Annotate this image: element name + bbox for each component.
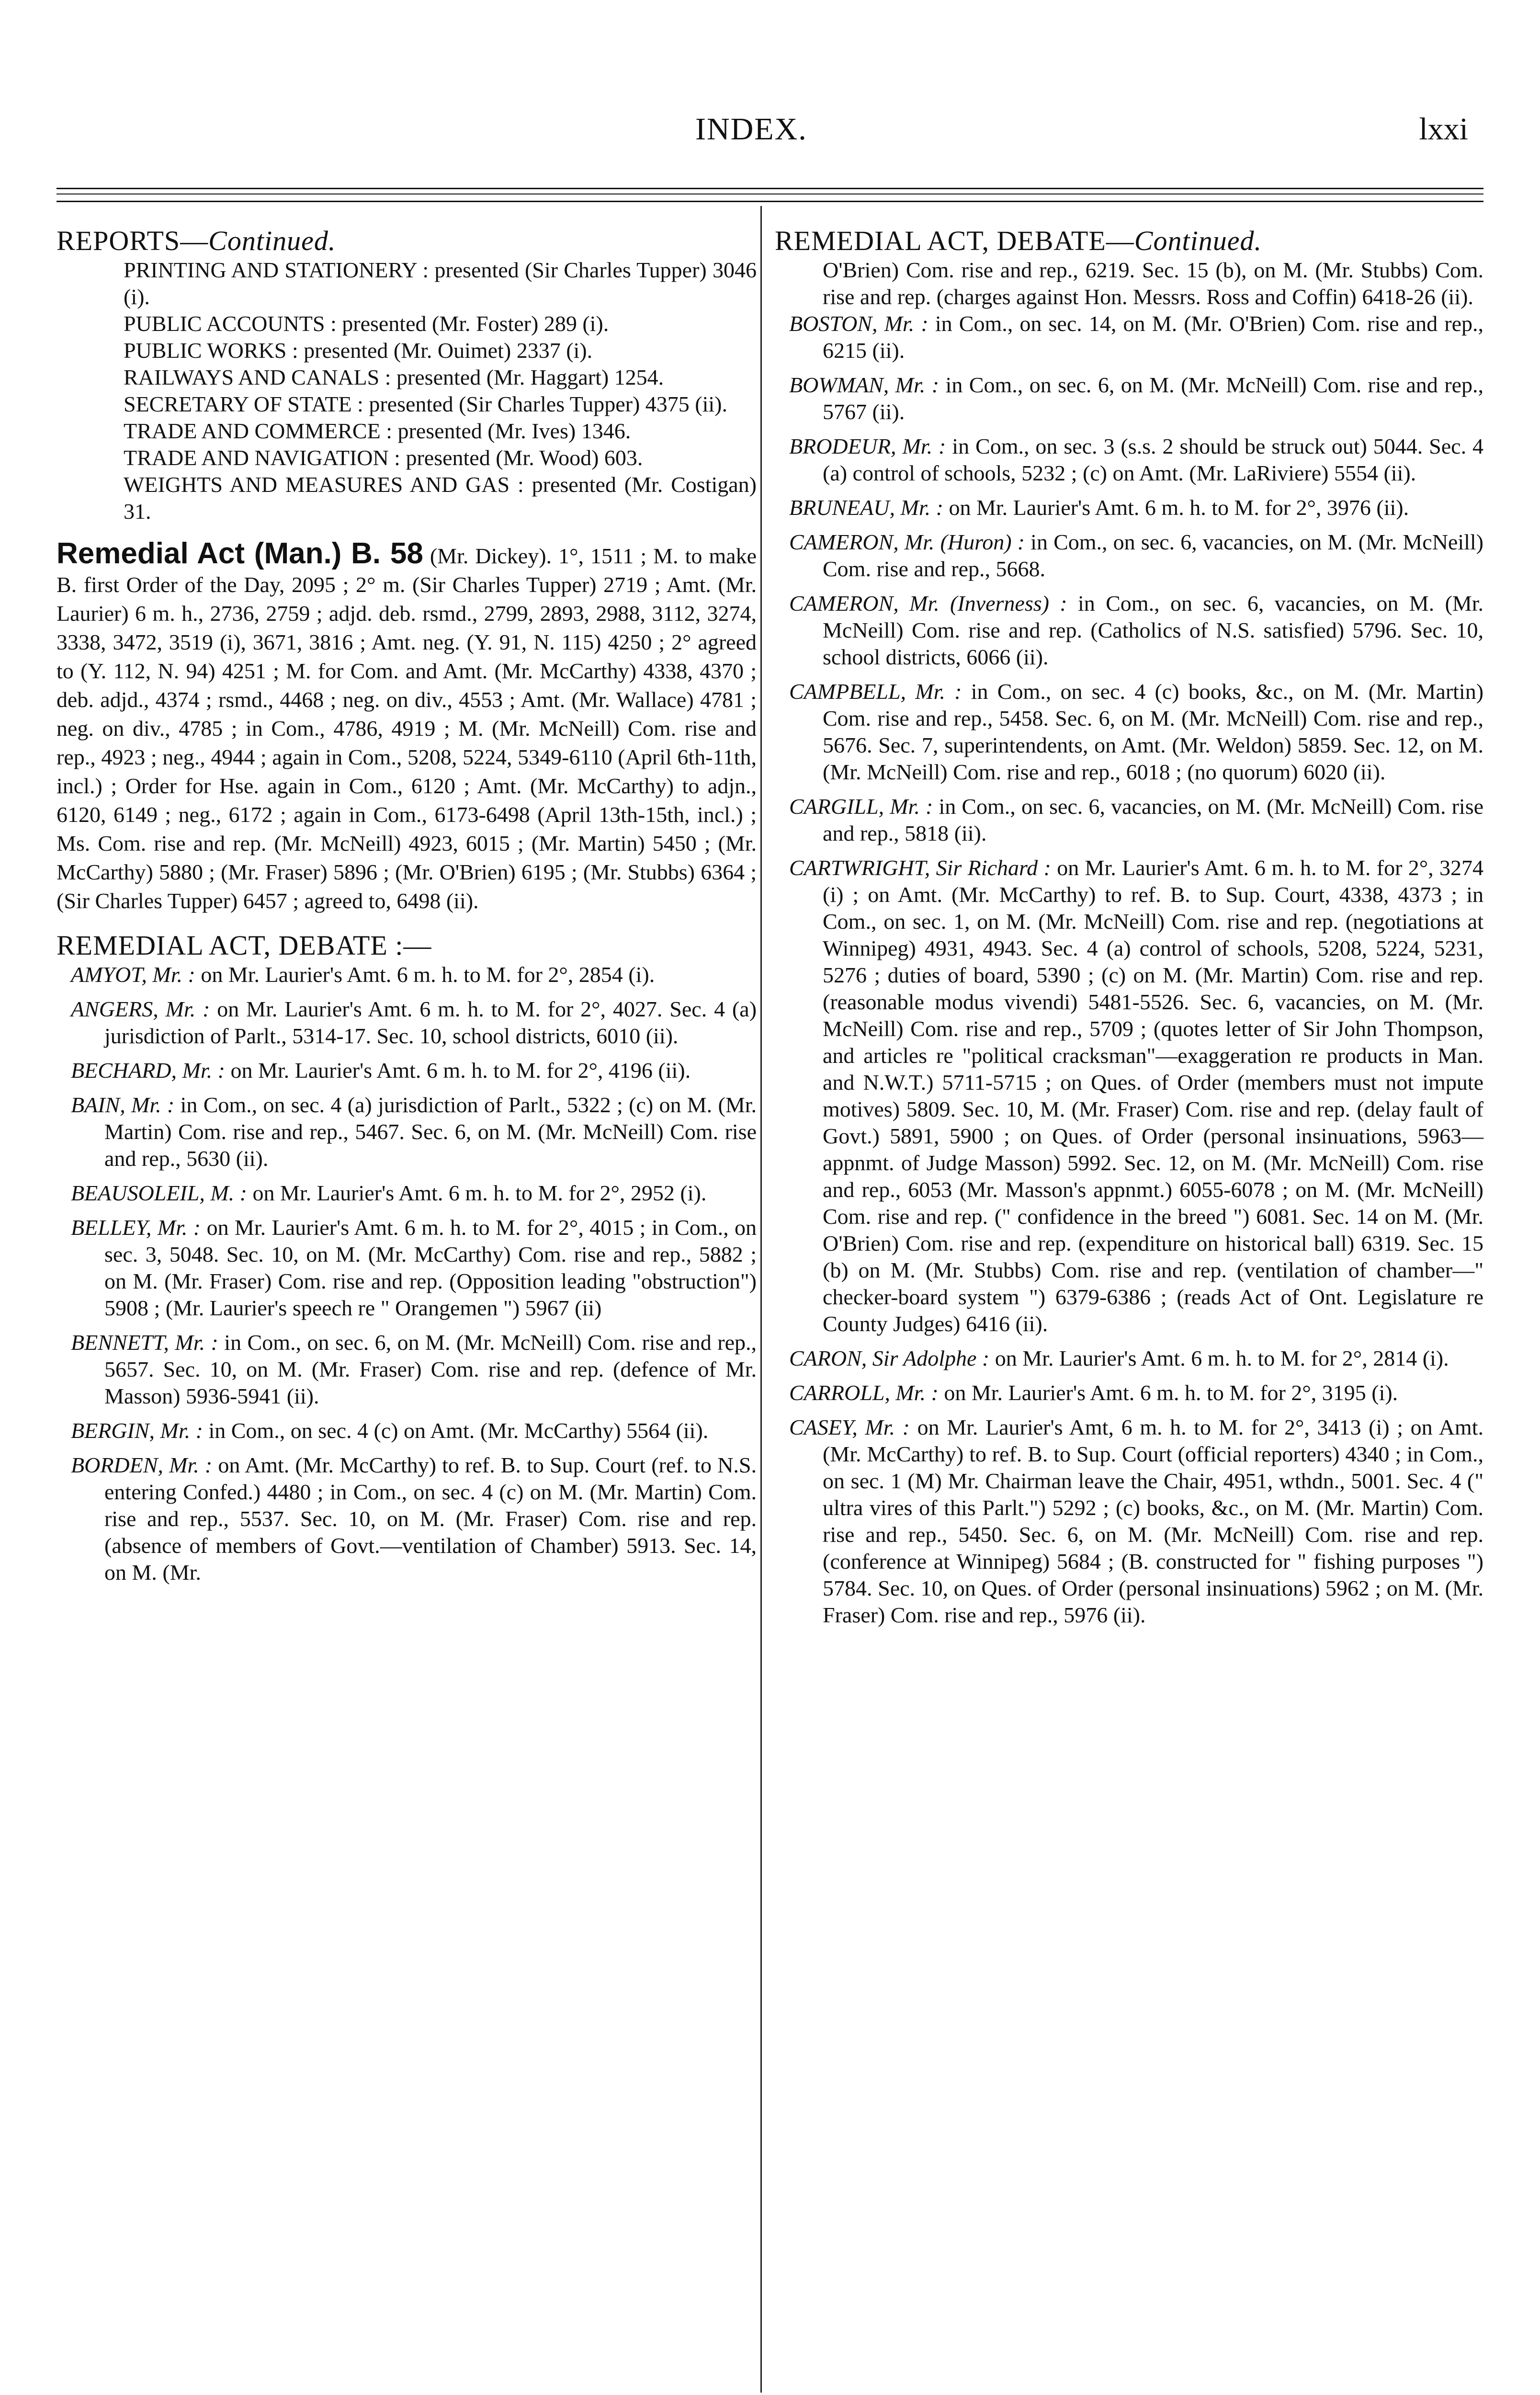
right-column [775,225,1483,1636]
page-number: lxxi [1419,112,1468,147]
debate-speaker: BERGIN, Mr. : [71,1418,203,1443]
debate-text: in Com., on sec. 4 (a) jurisdiction of Parlt., 5322 ; (c) on M. (Mr. Martin) Com. rise and rep., 5467. Sec. 6, on M. (Mr. McNeill) Com. rise and rep., 5630 (ii). [104,1093,757,1171]
debate-text: on Mr. Laurier's Amt. 6 m. h. to M. for 2°, 4196 (ii). [230,1058,691,1083]
debate-text: in Com., on sec. 6, vacancies, on M. (Mr. McNeill) Com. rise and rep. (Catholics of N.S. satisfied) 5796. Sec. 10, school districts, 6066 (ii). [823,591,1483,669]
debate-text: on Mr. Laurier's Amt. 6 m. h. to M. for 2°, 2814 (i). [995,1346,1449,1370]
reports-item: TRADE AND COMMERCE : presented (Mr. Ives) 1346. [124,419,631,443]
debate-speaker: BOSTON, Mr. : [789,311,929,336]
debate-entry [775,678,1483,786]
column-divider [760,206,762,2393]
debate-speaker: CAMERON, Mr. (Inverness) : [789,591,1067,616]
reports-item: SECRETARY OF STATE : presented (Sir Charles Tupper) 4375 (ii). [124,392,728,416]
page-title: INDEX. [695,112,807,147]
debate-speaker: CARGILL, Mr. : [789,794,933,819]
debate-text: in Com., on sec. 4 (c) books, &c., on M. (Mr. Martin) Com. rise and rep., 5458. Sec. 6, on M. (Mr. McNeill) Com. rise and rep., 5676. Sec. 7, superintendents, on Amt. (Mr. Weldon) 5859. Sec. 12, on M. (Mr. McNeill) Com. rise and rep., 6018 ; (no quorum) 6020 (ii). [823,679,1484,784]
debate-speaker: ANGERS, Mr. : [71,997,210,1021]
debate-heading: REMEDIAL ACT, DEBATE :— [57,930,432,961]
debate-speaker: BOWMAN, Mr. : [789,373,940,397]
debate-text: on Mr. Laurier's Amt. 6 m. h. to M. for 2°, 3976 (ii). [949,495,1409,520]
debate-speaker: AMYOT, Mr. : [71,962,195,987]
reports-item: RAILWAYS AND CANALS : presented (Mr. Haggart) 1254. [124,365,664,389]
reports-item: PUBLIC ACCOUNTS : presented (Mr. Foster) 289 (i). [124,311,609,336]
debate-entry [57,961,757,988]
debate-entry [57,1452,757,1586]
debate-entry [775,1414,1483,1629]
continued-text: O'Brien) Com. rise and rep., 6219. Sec. 15 (b), on M. (Mr. Stubbs) Com. rise and rep. (charges against Hon. Messrs. Ross and Coffin) 6418-26 (ii). [823,258,1483,309]
debate-entry [57,1417,757,1444]
header-rule [57,188,1483,202]
debate-speaker: CARTWRIGHT, Sir Richard : [789,855,1051,880]
debate-entry [775,494,1483,521]
debate-entry [775,855,1483,1337]
debate-speaker: BECHARD, Mr. : [71,1058,225,1083]
debate-speaker: BORDEN, Mr. : [71,1453,213,1477]
debate-speaker: BRODEUR, Mr. : [789,434,946,458]
remedial-act-head: Remedial Act (Man.) B. 58 [57,537,423,570]
reports-continued: Continued. [208,225,336,256]
debate-text: in Com., on sec. 6, vacancies, on M. (Mr. McNeill) Com. rise and rep., 5668. [823,530,1484,581]
debate-text: on Mr. Laurier's Amt. 6 m. h. to M. for 2°, 4015 ; in Com., on sec. 3, 5048. Sec. 10, on M. (Mr. McCarthy) Com. rise and rep., 5882 ; on M. (Mr. Fraser) Com. rise and rep. (Opposition leading "obstruction") 5908 ; (Mr. Laurier's speech re " Orangemen ") 5967 (ii) [104,1215,757,1320]
debate-text: on Mr. Laurier's Amt. 6 m. h. to M. for 2°, 3195 (i). [944,1380,1398,1405]
debate-text: on Mr. Laurier's Amt. 6 m. h. to M. for 2°, 4027. Sec. 4 (a) jurisdiction of Parlt., 5314-17. Sec. 10, school districts, 6010 (ii). [104,997,757,1048]
right-heading-continued: Continued. [1134,225,1262,256]
debate-entry [57,1214,757,1322]
remedial-act-body: (Mr. Dickey). 1°, 1511 ; M. to make B. first Order of the Day, 2095 ; 2° m. (Sir Charles Tupper) 2719 ; Amt. (Mr. Laurier) 6 m. h., 2736, 2759 ; adjd. deb. rsmd., 2799, 2893, 2988, 3112, 3274, 3338, 3472, 3519 (i), 3671, 3816 ; Amt. neg. (Y. 91, N. 115) 4250 ; 2° agreed to (Y. 112, N. 94) 4251 ; M. for Com. and Amt. (Mr. McCarthy) 4338, 4370 ; deb. adjd., 4374 ; rsmd., 4468 ; neg. on div., 4553 ; Amt. (Mr. Wallace) 4781 ; neg. on div., 4785 ; in Com., 4786, 4919 ; M. (Mr. McNeill) Com. rise and rep., 4923 ; neg., 4944 ; again in Com., 5208, 5224, 5349-6110 (April 6th-11th, incl.) ; Order for Hse. again in Com., 6120 ; Amt. (Mr. McCarthy) to adjn., 6120, 6149 ; neg., 6172 ; again in Com., 6173-6498 (April 13th-15th, incl.) ; Ms. Com. rise and rep. (Mr. McNeill) 4923, 6015 ; (Mr. Martin) 5450 ; (Mr. McCarthy) 5880 ; (Mr. Fraser) 5896 ; (Mr. O'Brien) 6195 ; (Mr. Stubbs) 6364 ; (Sir Charles Tupper) 6457 ; agreed to, 6498 (ii). [57,544,757,913]
debate-text: on Amt. (Mr. McCarthy) to ref. B. to Sup. Court (ref. to N.S. entering Confed.) 4480 ; in Com., on sec. 4 (c) on M. (Mr. Martin) Com. rise and rep., 5537. Sec. 10, on M. (Mr. Fraser) Com. rise and rep. (absence of members of Govt.—ventilation of Chamber) 5913. Sec. 14, on M. (Mr. [104,1453,757,1585]
reports-heading [57,225,757,257]
debate-text: in Com., on sec. 14, on M. (Mr. O'Brien) Com. rise and rep., 6215 (ii). [823,311,1484,363]
debate-entry [775,529,1483,582]
debate-entry [775,590,1483,671]
reports-item: PUBLIC WORKS : presented (Mr. Ouimet) 2337 (i). [124,338,593,363]
debate-speaker: CARROLL, Mr. : [789,1380,939,1405]
debate-entry [775,310,1483,364]
debate-heading-continued [775,225,1483,257]
debate-text: on Mr. Laurier's Amt. 6 m. h. to M. for 2°, 2854 (i). [201,962,655,987]
debate-entry [57,1092,757,1172]
debate-list-left [57,961,757,1586]
debate-text: in Com., on sec. 6, vacancies, on M. (Mr. McNeill) Com. rise and rep., 5818 (ii). [823,794,1484,845]
debate-entry [775,1345,1483,1372]
debate-text: in Com., on sec. 6, on M. (Mr. McNeill) Com. rise and rep., 5767 (ii). [823,373,1483,424]
debate-speaker: BEAUSOLEIL, M. : [71,1181,247,1205]
debate-text: in Com., on sec. 4 (c) on Amt. (Mr. McCarthy) 5564 (ii). [208,1418,709,1443]
debate-speaker: CAMERON, Mr. (Huron) : [789,530,1025,554]
debate-entry [57,996,757,1049]
debate-entry [775,433,1483,487]
reports-item: WEIGHTS AND MEASURES AND GAS : presented (Mr. Costigan) 31. [124,472,757,524]
debate-entry [57,1180,757,1207]
debate-entry [775,372,1483,425]
debate-speaker: BELLEY, Mr. : [71,1215,201,1240]
reports-item: TRADE AND NAVIGATION : presented (Mr. Wood) 603. [124,445,643,470]
debate-speaker: CAMPBELL, Mr. : [789,679,962,704]
debate-speaker: BRUNEAU, Mr. : [789,495,943,520]
left-column [57,225,757,1594]
debate-speaker: CARON, Sir Adolphe : [789,1346,990,1370]
debate-list-right [775,310,1483,1629]
debate-text: in Com., on sec. 3 (s.s. 2 should be struck out) 5044. Sec. 4 (a) control of schools, 5232 ; (c) on Amt. (Mr. LaRiviere) 5554 (ii). [823,434,1483,485]
debate-entry [775,793,1483,847]
debate-speaker: BAIN, Mr. : [71,1093,175,1117]
debate-text: on Mr. Laurier's Amt. 6 m. h. to M. for 2°, 3274 (i) ; on Amt. (Mr. McCarthy) to ref. B. to Sup. Court, 4338, 4373 ; in Com., on sec. 1, on M. (Mr. McNeill) Com. rise and rep. (negotiations at Winnipeg) 4931, 4943. Sec. 4 (a) control of schools, 5208, 5224, 5231, 5276 ; duties of board, 5390 ; (c) on M. (Mr. Martin) Com. rise and rep. (reasonable modus vivendi) 5481-5526. Sec. 6, vacancies, on M. (Mr. McNeill) Com. rise and rep., 5709 ; (quotes letter of Sir John Thompson, and articles re "political cracksman"—exaggeration re products in Man. and N.W.T.) 5711-5715 ; on Ques. of Order (members must not impute motives) 5809. Sec. 10, M. (Mr. Fraser) Com. rise and rep. (delay fault of Govt.) 5891, 5900 ; on Ques. of Order (personal insinuations, 5963—appnmt. of Judge Masson) 5992. Sec. 12, on M. (Mr. McNeill) Com. rise and rep., 6053 (Mr. Masson's appnmt.) 6055-6078 ; on M. (Mr. McNeill) Com. rise and rep. (" confidence in the breed ") 6081. Sec. 14 on M. (Mr. O'Brien) Com. rise and rep. (expenditure on historical ball) 6319. Sec. 15 (b) on M. (Mr. Stubbs) Com. rise and rep. (ventilation of chamber—" checker-board system ") 6379-6386 ; (reads Act of Ont. Legislature re County Judges) 6416 (ii). [823,855,1483,1336]
debate-entry [57,1057,757,1084]
reports-item: PRINTING AND STATIONERY : presented (Sir Charles Tupper) 3046 (i). [124,258,757,309]
debate-entry [775,1380,1483,1406]
debate-speaker: CASEY, Mr. : [789,1415,910,1439]
remedial-act-entry [57,539,757,915]
reports-list [57,257,757,525]
debate-text: on Mr. Laurier's Amt, 6 m. h. to M. for 2°, 3413 (i) ; on Amt. (Mr. McCarthy) to ref. B. to Sup. Court (official reporters) 4340 ; in Com., on sec. 1 (M) Mr. Chairman leave the Chair, 4951, wthdn., 5001. Sec. 4 (" ultra vires of this Parlt.") 5292 ; (c) books, &c., on M. (Mr. Martin) Com. rise and rep., 5450. Sec. 6, on M. (Mr. McNeill) Com. rise and rep. (conference at Winnipeg) 5684 ; (B. constructed for " fishing purposes ") 5784. Sec. 10, on Ques. of Order (personal insinuations) 5962 ; on M. (Mr. Fraser) Com. rise and rep., 5976 (ii). [823,1415,1483,1627]
debate-entry [57,1329,757,1410]
right-heading-text: REMEDIAL ACT, DEBATE— [775,225,1134,256]
debate-speaker: BENNETT, Mr. : [71,1330,218,1355]
debate-text: on Mr. Laurier's Amt. 6 m. h. to M. for 2°, 2952 (i). [252,1181,707,1205]
reports-heading-text: REPORTS— [57,225,209,256]
debate-text: in Com., on sec. 6, on M. (Mr. McNeill) Com. rise and rep., 5657. Sec. 10, on M. (Mr. Fraser) Com. rise and rep. (defence of Mr. Masson) 5936-5941 (ii). [104,1330,757,1408]
